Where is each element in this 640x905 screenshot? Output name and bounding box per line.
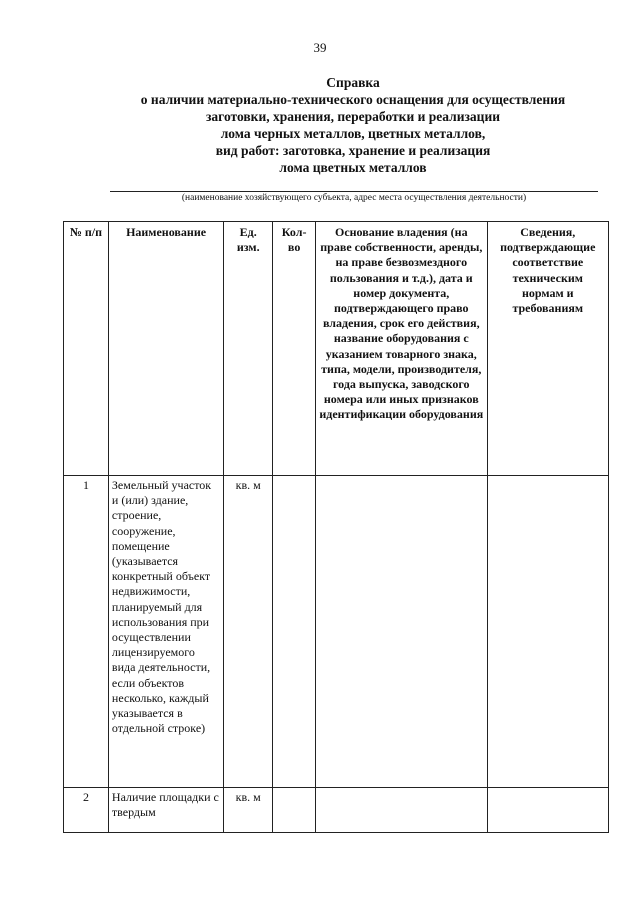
row-number: 1	[64, 476, 109, 788]
row-compliance	[487, 788, 608, 833]
title-line: заготовки, хранения, переработки и реализации	[205, 109, 500, 124]
title-line: Справка	[326, 75, 380, 90]
row-number: 2	[64, 788, 109, 833]
document-title	[60, 74, 640, 176]
row-ownership-basis	[316, 476, 487, 788]
subject-caption: (наименование хозяйствующего субъекта, адрес места осуществления деятельности)	[181, 193, 527, 203]
title-line: лома цветных металлов	[279, 160, 427, 175]
header-number: № п/п	[64, 222, 109, 476]
table-row	[64, 476, 609, 788]
row-quantity	[273, 788, 316, 833]
header-quantity: Кол-во	[273, 222, 316, 476]
table-row	[64, 788, 609, 833]
header-unit: Ед. изм.	[224, 222, 273, 476]
row-quantity	[273, 476, 316, 788]
header-name: Наименование	[108, 222, 223, 476]
row-name: Земельный участок и (или) здание, строение, сооружение, помещение (указывается конкретный объект недвижимости, планируемый для использования при осуществлении лицензируемого вида деятельности, если объектов несколько, каждый указывается в отдельной строке)	[108, 476, 223, 788]
row-unit: кв. м	[224, 476, 273, 788]
header-compliance: Сведения, подтверждающие соответствие техническим нормам и требованиям	[487, 222, 608, 476]
page-number: 39	[313, 40, 327, 55]
title-line: о наличии материально-технического оснащения для осуществления	[140, 92, 566, 107]
row-name: Наличие площадки с твердым	[108, 788, 223, 833]
row-ownership-basis	[316, 788, 487, 833]
title-line: лома черных металлов, цветных металлов,	[220, 126, 486, 141]
equipment-table	[63, 221, 609, 833]
table-header-row	[64, 222, 609, 476]
row-unit: кв. м	[224, 788, 273, 833]
header-ownership-basis: Основание владения (на праве собственности, аренды, на праве безвозмездного пользования и т.д.), дата и номер документа, подтверждающего право владения, срок его действия, название оборудования с указанием товарного знака, типа, модели, производителя, года выпуска, заводского номера или иных признаков идентификации оборудования	[316, 222, 487, 476]
subject-fill-line	[110, 191, 598, 192]
title-line: вид работ: заготовка, хранение и реализация	[215, 143, 491, 158]
row-compliance	[487, 476, 608, 788]
